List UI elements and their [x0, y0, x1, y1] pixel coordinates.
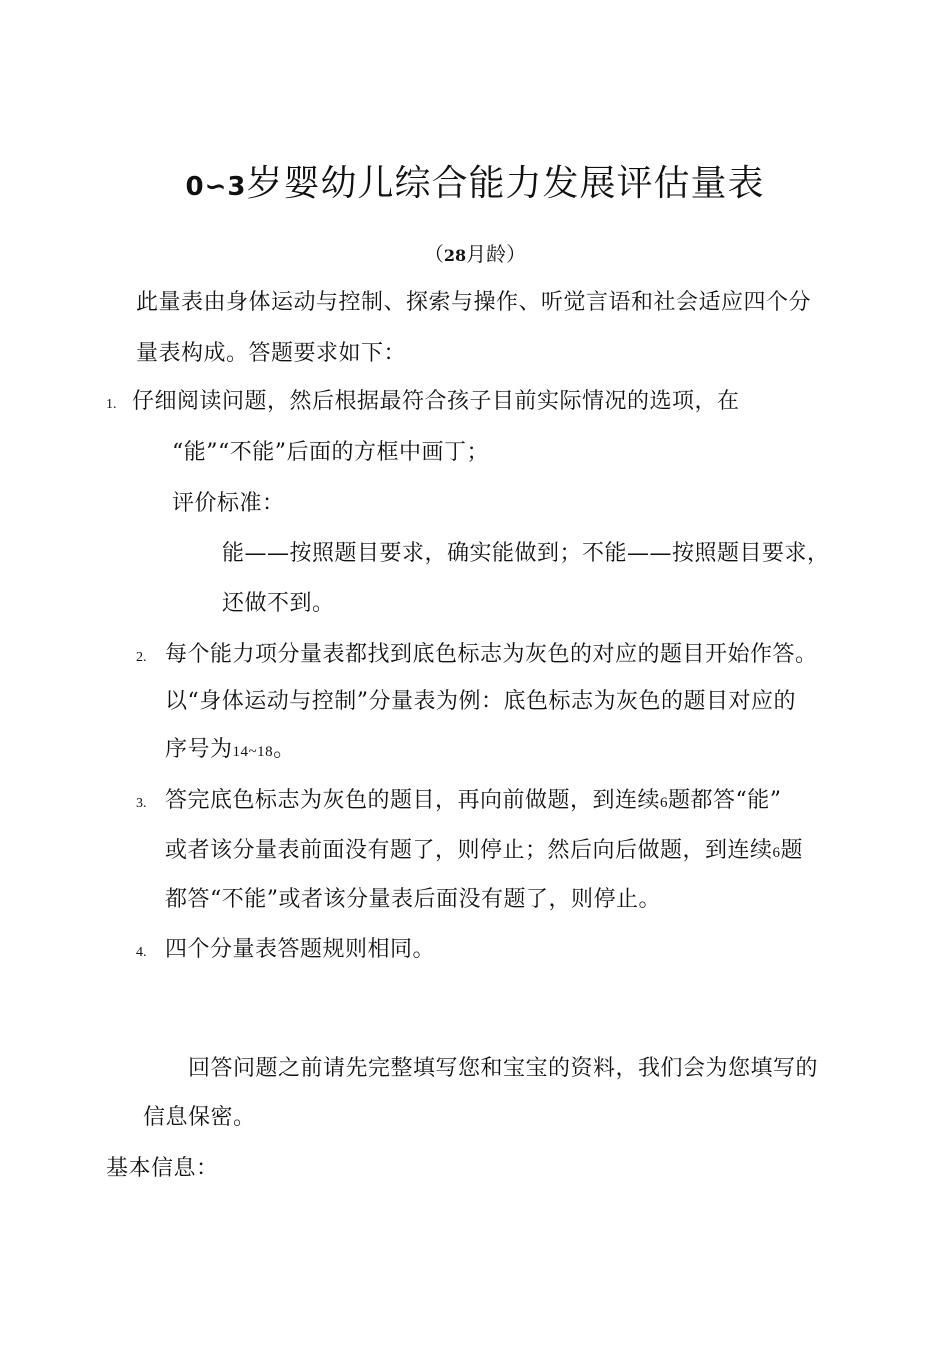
item-2-line-2: 以“身体运动与控制”分量表为例：底色标志为灰色的题目对应的	[165, 689, 796, 714]
title-text: 岁婴幼儿综合能力发展评估量表	[246, 163, 765, 204]
item-3-line-3: 都答“不能”或者该分量表后面没有题了，则停止。	[165, 887, 661, 912]
item-2-marker: 2.	[136, 650, 147, 665]
privacy-line-1: 回答问题之前请先完整填写您和宝宝的资料，我们会为您填写的	[188, 1056, 819, 1081]
intro-line-2: 量表构成。答题要求如下：	[136, 341, 407, 366]
item-3-line-1-number: 6	[660, 795, 669, 811]
document-title	[0, 160, 950, 211]
subtitle-open-paren: （	[423, 242, 444, 266]
item-2-line-3-end: 。	[273, 737, 296, 762]
subtitle-month-label: 月龄）	[466, 242, 527, 266]
item-3-marker: 3.	[136, 796, 147, 811]
item-3-line-1	[165, 786, 782, 818]
document-subtitle	[0, 240, 950, 270]
criteria-line-1: 能——按照题目要求，确实能做到；不能——按照题目要求，	[222, 541, 830, 566]
subtitle-month-number: 28	[443, 246, 467, 265]
item-2-line-3	[165, 735, 296, 767]
item-3-line-2-number: 6	[772, 845, 781, 861]
item-3-line-1-text: 答完底色标志为灰色的题目，再向前做题，到连续	[165, 788, 661, 813]
intro-line-1: 此量表由身体运动与控制、探索与操作、听觉言语和社会适应四个分	[136, 290, 812, 315]
item-2-number-range: 14~18	[232, 744, 274, 760]
criteria-line-2: 还做不到。	[222, 591, 335, 616]
item-3-line-2	[165, 836, 803, 868]
item-3-line-2-end: 题	[780, 838, 804, 863]
item-2-line-3-text: 序号为	[165, 737, 233, 762]
item-4-marker: 4.	[136, 945, 147, 960]
basic-info-label: 基本信息：	[106, 1156, 219, 1181]
title-age-range: 0∽3	[185, 172, 247, 202]
item-1-line-2: “能”“不能”后面的方框中画丁；	[172, 440, 489, 465]
item-3-line-1-end: 题都答“能”	[668, 788, 782, 813]
item-3-line-2-text: 或者该分量表前面没有题了，则停止；然后向后做题，到连续	[165, 838, 773, 863]
item-2-line-1: 每个能力项分量表都找到底色标志为灰色的对应的题目开始作答。	[165, 642, 818, 667]
criteria-label: 评价标准：	[172, 491, 285, 516]
item-1-marker: 1.	[106, 397, 117, 412]
item-1-line-1: 仔细阅读问题，然后根据最符合孩子目前实际情况的选项，在	[132, 389, 740, 414]
item-4-line-1: 四个分量表答题规则相同。	[165, 937, 436, 962]
privacy-line-2: 信息保密。	[143, 1105, 256, 1130]
